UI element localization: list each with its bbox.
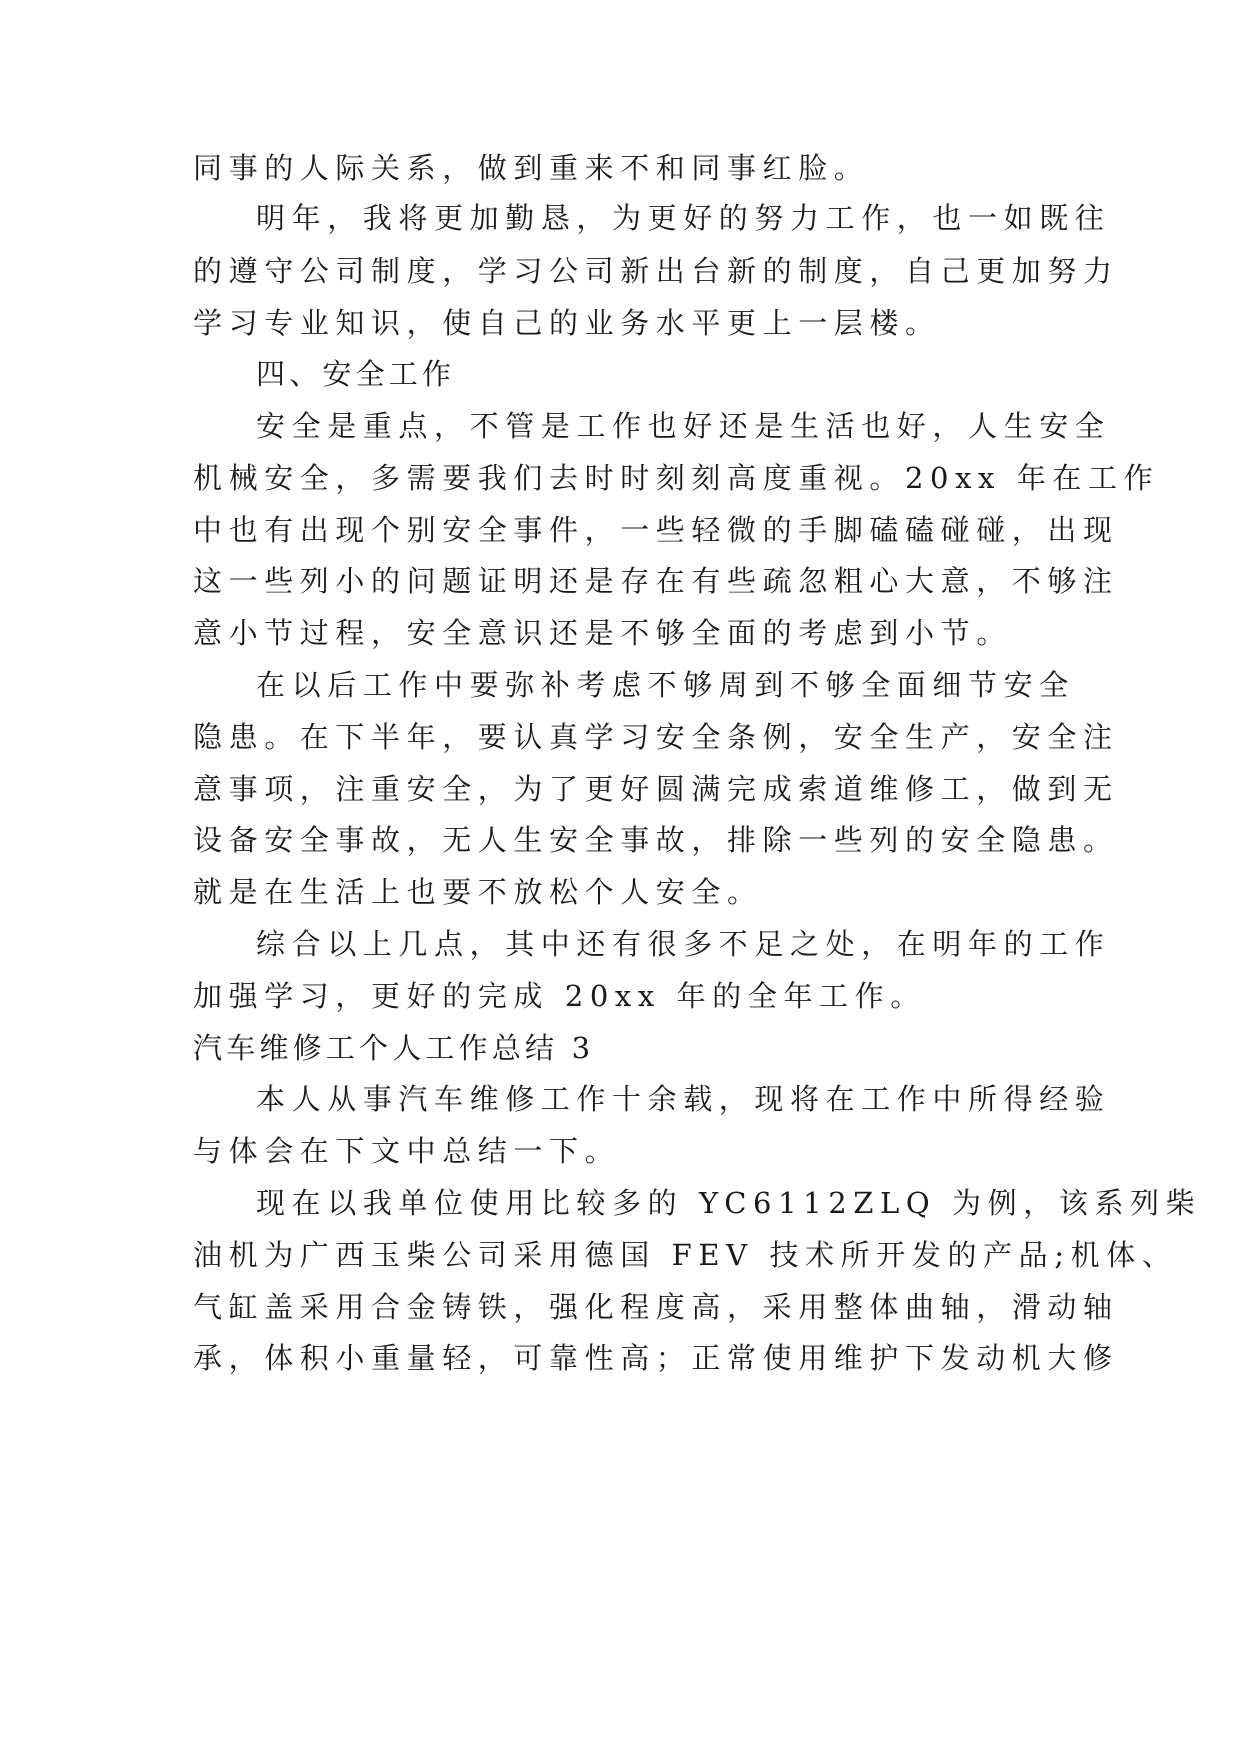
text-line: 意小节过程，安全意识还是不够全面的考虑到小节。	[193, 616, 1012, 650]
text-line: 气缸盖采用合金铸铁，强化程度高，采用整体曲轴，滑动轴	[193, 1290, 1119, 1324]
document-title: 汽车维修工个人工作总结 3	[193, 1031, 595, 1065]
text-line: 与体会在下文中总结一下。	[193, 1134, 621, 1168]
paragraph-first-line: 安全是重点，不管是工作也好还是生活也好，人生安全	[256, 409, 1111, 443]
text-line: 隐患。在下半年，要认真学习安全条例，安全生产，安全注	[193, 720, 1119, 754]
paragraph-first-line: 现在以我单位使用比较多的 YC6112ZLQ 为例，该系列柴	[256, 1186, 1202, 1220]
paragraph-first-line: 本人从事汽车维修工作十余载，现将在工作中所得经验	[256, 1082, 1111, 1116]
text-line: 承，体积小重量轻，可靠性高；正常使用维护下发动机大修	[193, 1341, 1119, 1375]
text-line: 就是在生活上也要不放松个人安全。	[193, 875, 763, 909]
text-line: 机械安全，多需要我们去时时刻刻高度重视。20xx 年在工作	[193, 461, 1160, 495]
text-line: 这一些列小的问题证明还是存在有些疏忽粗心大意，不够注	[193, 564, 1119, 598]
section-heading: 四、安全工作	[256, 357, 456, 391]
paragraph-first-line: 明年，我将更加勤恳，为更好的努力工作，也一如既往	[256, 201, 1111, 235]
text-line: 加强学习，更好的完成 20xx 年的全年工作。	[193, 979, 926, 1013]
text-line: 同事的人际关系，做到重来不和同事红脸。	[193, 151, 870, 185]
text-line: 意事项，注重安全，为了更好圆满完成索道维修工，做到无	[193, 772, 1119, 806]
text-line: 中也有出现个别安全事件，一些轻微的手脚磕磕碰碰，出现	[193, 513, 1119, 547]
text-line: 油机为广西玉柴公司采用德国 FEV 技术所开发的产品;机体、	[193, 1238, 1178, 1272]
text-line: 的遵守公司制度，学习公司新出台新的制度，自己更加努力	[193, 254, 1119, 288]
text-line: 学习专业知识，使自己的业务水平更上一层楼。	[193, 306, 941, 340]
paragraph-first-line: 在以后工作中要弥补考虑不够周到不够全面细节安全	[256, 668, 1075, 702]
text-line: 设备安全事故，无人生安全事故，排除一些列的安全隐患。	[193, 823, 1119, 857]
paragraph-first-line: 综合以上几点，其中还有很多不足之处，在明年的工作	[256, 927, 1111, 961]
